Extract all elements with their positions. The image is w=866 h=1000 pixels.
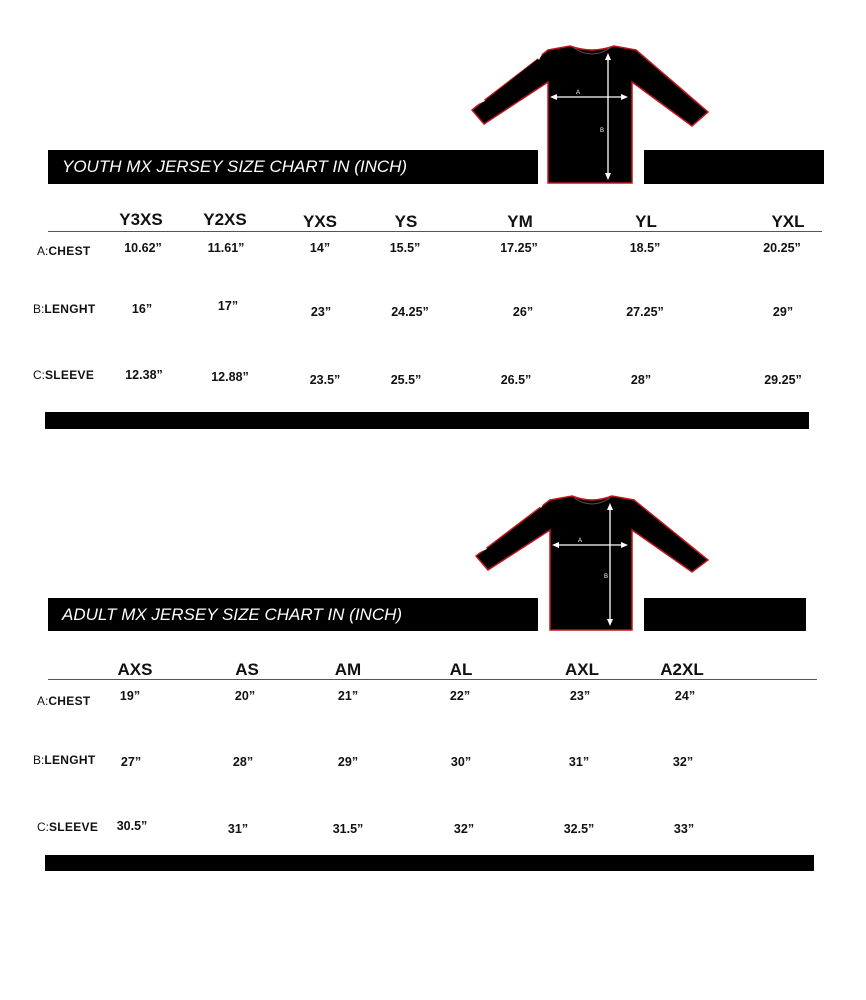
youth-length-value: 16” — [131, 302, 153, 316]
youth-length-value: 24.25” — [391, 305, 429, 319]
adult-sleeve-value: 31” — [227, 822, 249, 836]
youth-chest-value: 14” — [309, 241, 331, 255]
adult-diagram-label-a: A — [578, 538, 583, 544]
row-prefix: A: — [37, 244, 49, 258]
youth-chest-value: 15.5” — [389, 241, 421, 255]
youth-chest-value: 20.25” — [763, 241, 801, 255]
youth-chart-title: YOUTH MX JERSEY SIZE CHART IN (INCH) — [62, 157, 408, 176]
youth-sleeve-value: 25.5” — [390, 373, 422, 387]
youth-chest-value: 10.62” — [124, 241, 162, 255]
youth-title-bar-right — [644, 150, 824, 184]
adult-row-label-length — [33, 753, 95, 767]
adult-chest-value: 21” — [337, 689, 359, 703]
adult-sleeve-value: 33” — [673, 822, 695, 836]
adult-chest-value: 22” — [449, 689, 471, 703]
youth-header-rule — [48, 231, 822, 232]
youth-size-header: YXL — [771, 212, 805, 231]
adult-sleeve-value: 30.5” — [116, 819, 148, 833]
adult-length-value: 27” — [120, 755, 142, 769]
row-prefix: B: — [33, 753, 45, 767]
row-name: CHEST — [48, 694, 91, 708]
youth-length-value: 26” — [512, 305, 534, 319]
adult-size-header: AXL — [565, 660, 599, 679]
adult-size-header: AL — [449, 660, 473, 679]
row-prefix: C: — [37, 820, 49, 834]
adult-chest-value: 23” — [569, 689, 591, 703]
youth-diagram-label-a: A — [576, 90, 581, 96]
youth-diagram-label-c: C — [500, 74, 505, 80]
youth-sleeve-value: 23.5” — [309, 373, 341, 387]
adult-header-rule — [48, 679, 817, 680]
row-name: CHEST — [48, 244, 91, 258]
youth-size-header: YM — [507, 212, 533, 231]
adult-length-value: 32” — [672, 755, 694, 769]
adult-length-value: 30” — [450, 755, 472, 769]
adult-chest-value: 20” — [234, 689, 256, 703]
adult-row-label-chest — [37, 694, 91, 708]
adult-length-value: 28” — [232, 755, 254, 769]
adult-size-header: AS — [235, 660, 259, 679]
youth-length-value: 23” — [310, 305, 332, 319]
row-prefix: B: — [33, 302, 45, 316]
youth-sleeve-value: 12.88” — [211, 370, 249, 384]
adult-diagram-label-c: C — [502, 522, 507, 528]
youth-chest-value: 17.25” — [500, 241, 538, 255]
youth-sleeve-value: 29.25” — [764, 373, 802, 387]
youth-length-value: 17” — [217, 299, 239, 313]
adult-chart-title: ADULT MX JERSEY SIZE CHART IN (INCH) — [62, 604, 403, 624]
youth-chest-value: 11.61” — [207, 241, 245, 255]
adult-sleeve-value: 31.5” — [332, 822, 364, 836]
youth-sleeve-value: 28” — [630, 373, 652, 387]
adult-length-value: 31” — [568, 755, 590, 769]
adult-chest-value: 19” — [119, 689, 141, 703]
youth-length-value: 27.25” — [626, 305, 664, 319]
youth-title-bar — [48, 150, 538, 184]
adult-sleeve-value: 32” — [453, 822, 475, 836]
row-name: LENGHT — [44, 302, 96, 316]
youth-size-header: YS — [394, 212, 418, 231]
youth-chest-value: 18.5” — [629, 241, 661, 255]
youth-row-label-length — [33, 302, 95, 316]
youth-diagram-label-b: B — [600, 128, 605, 134]
youth-size-header: YL — [635, 212, 657, 231]
adult-size-header: AM — [334, 660, 362, 679]
youth-row-label-chest — [37, 244, 91, 258]
adult-diagram-label-b: B — [604, 574, 609, 580]
adult-title-bar-right — [644, 598, 806, 631]
adult-bottom-bar — [45, 855, 814, 871]
adult-size-header: AXS — [117, 660, 153, 679]
youth-size-header: Y2XS — [203, 210, 247, 229]
adult-size-header: A2XL — [660, 660, 704, 679]
row-prefix: C: — [33, 368, 45, 382]
adult-sleeve-value: 32.5” — [563, 822, 595, 836]
adult-length-value: 29” — [337, 755, 359, 769]
youth-sleeve-value: 12.38” — [125, 368, 163, 382]
row-name: LENGHT — [44, 753, 96, 767]
row-prefix: A: — [37, 694, 49, 708]
row-name: SLEEVE — [45, 368, 95, 382]
youth-size-header: YXS — [302, 212, 338, 231]
youth-size-header: Y3XS — [119, 210, 163, 229]
row-name: SLEEVE — [49, 820, 99, 834]
adult-title-bar — [48, 598, 538, 631]
youth-bottom-bar — [45, 412, 809, 429]
adult-chest-value: 24” — [674, 689, 696, 703]
youth-row-label-sleeve — [33, 368, 94, 382]
adult-row-label-sleeve — [37, 820, 98, 834]
youth-length-value: 29” — [772, 305, 794, 319]
youth-sleeve-value: 26.5” — [500, 373, 532, 387]
